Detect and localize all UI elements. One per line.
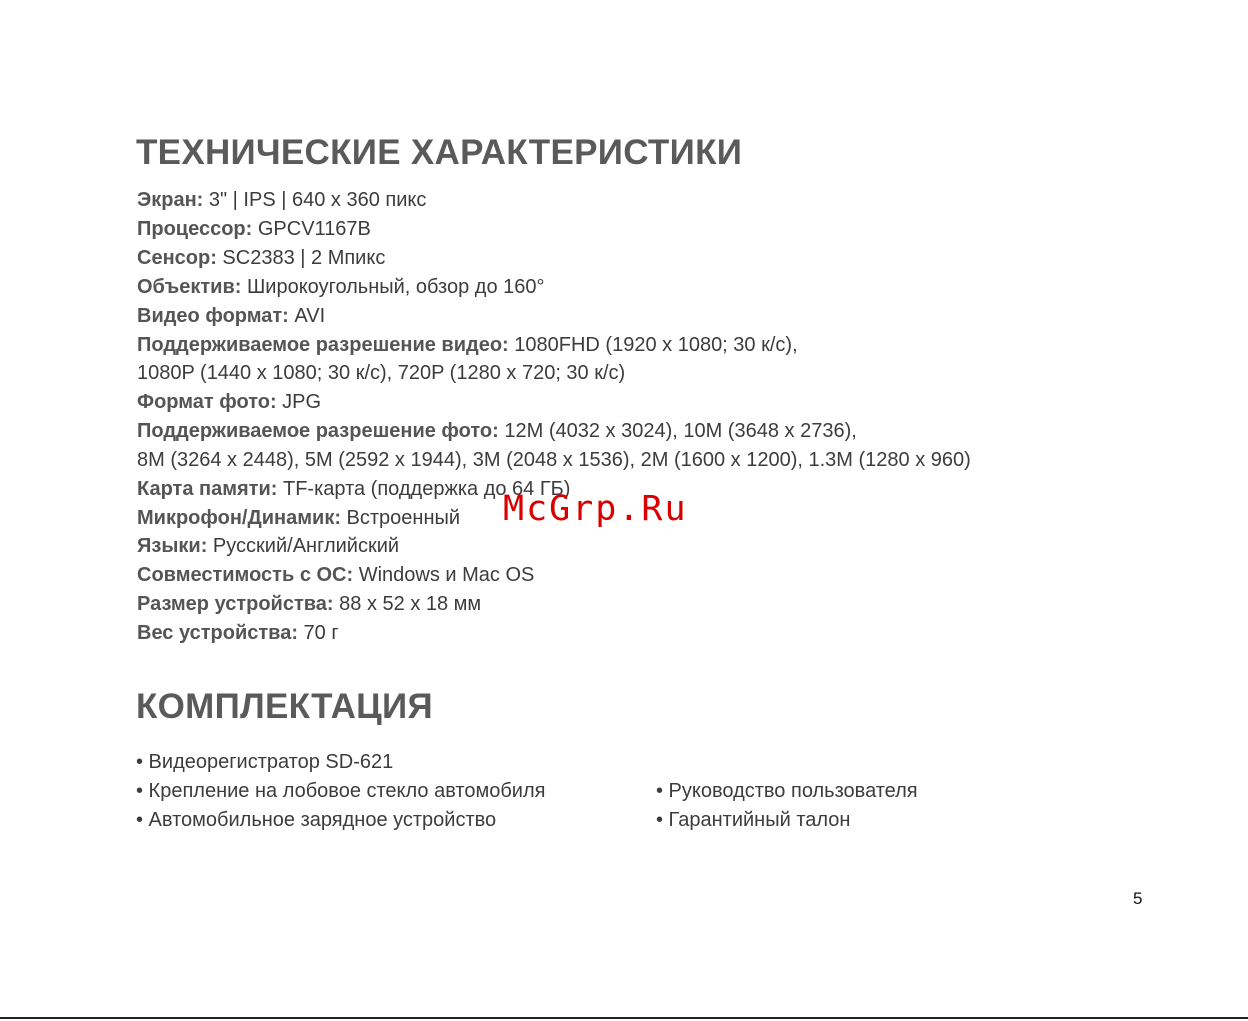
spec-value: 70 г (298, 622, 339, 644)
spec-value: 8M (3264 х 2448), 5M (2592 х 1944), 3M (2048 х 1536), 2M (1600 х 1200), 1.3M (1280 х 960) (137, 449, 971, 471)
kit-item: • Автомобильное зарядное устройство (136, 809, 497, 831)
spec-value: 3" | IPS | 640 х 360 пикс (203, 189, 427, 211)
spec-key: Языки: (137, 535, 208, 557)
spec-line (137, 561, 534, 590)
spec-line (137, 388, 321, 417)
specs-title: ТЕХНИЧЕСКИЕ ХАРАКТЕРИСТИКИ (136, 133, 743, 172)
spec-line (137, 446, 971, 475)
spec-line (137, 186, 426, 215)
spec-key: Поддерживаемое разрешение видео: (137, 334, 509, 356)
spec-value: SC2383 | 2 Мпикс (216, 247, 386, 269)
spec-key: Экран: (137, 189, 204, 211)
kit-item: • Крепление на лобовое стекло автомобиля (136, 780, 546, 802)
spec-key: Вес устройства: (137, 622, 298, 644)
spec-line (137, 302, 325, 331)
spec-line (137, 359, 625, 388)
spec-line (137, 590, 481, 619)
spec-line (137, 215, 371, 244)
spec-key: Формат фото: (137, 391, 277, 413)
page-number: 5 (1133, 889, 1143, 908)
spec-line (137, 244, 385, 273)
spec-line (137, 619, 339, 648)
spec-value: 1080P (1440 х 1080; 30 к/с), 720P (1280 х 720; 30 к/с) (137, 362, 626, 384)
kit-item: • Гарантийный талон (656, 809, 851, 831)
spec-key: Поддерживаемое разрешение фото: (137, 420, 499, 442)
watermark: McGrp.Ru (503, 489, 688, 529)
spec-key: Объектив: (137, 276, 242, 298)
kit-item: • Руководство пользователя (656, 780, 918, 802)
spec-key: Совместимость с ОС: (137, 564, 354, 586)
spec-key: Микрофон/Динамик: (137, 507, 341, 529)
spec-line (137, 532, 399, 561)
spec-value: JPG (276, 391, 322, 413)
spec-value: Windows и Mac OS (353, 564, 535, 586)
spec-value: 1080FHD (1920 х 1080; 30 к/с), (508, 334, 798, 356)
spec-value: 12M (4032 х 3024), 10M (3648 х 2736), (498, 420, 857, 442)
spec-key: Процессор: (137, 218, 253, 240)
spec-key: Видео формат: (137, 305, 289, 327)
spec-line (137, 273, 545, 302)
spec-value: 88 х 52 х 18 мм (333, 593, 482, 615)
spec-key: Карта памяти: (137, 478, 278, 500)
kit-item: • Видеорегистратор SD-621 (136, 751, 394, 773)
spec-value: TF-карта (поддержка до 64 ГБ) (277, 478, 571, 500)
spec-value: Встроенный (341, 507, 461, 529)
spec-line (137, 504, 460, 533)
spec-line (137, 331, 798, 360)
kit-title: КОМПЛЕКТАЦИЯ (136, 687, 433, 726)
spec-value: AVI (288, 305, 326, 327)
spec-value: GPCV1167B (252, 218, 371, 240)
spec-line (137, 417, 857, 446)
spec-key: Размер устройства: (137, 593, 334, 615)
bottom-divider (0, 1017, 1248, 1019)
spec-key: Сенсор: (137, 247, 217, 269)
spec-value: Широкоугольный, обзор до 160° (241, 276, 545, 298)
spec-value: Русский/Английский (207, 535, 400, 557)
